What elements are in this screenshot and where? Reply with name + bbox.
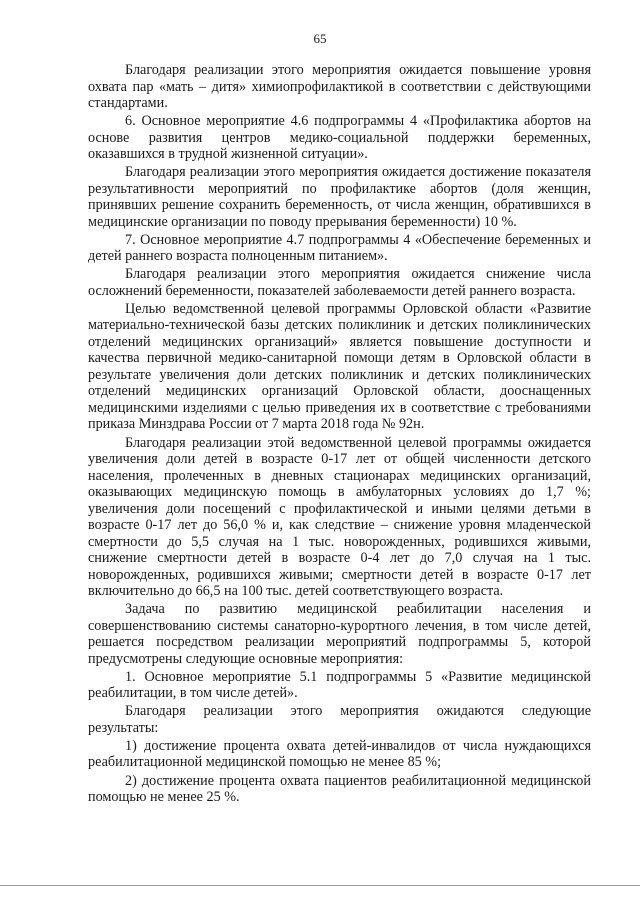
- paragraph: Благодаря реализации этого мероприятия ожидается повышение уровня охвата пар «мать – дитя» химиопрофилактикой в соответствии с действующими стандартами.: [88, 62, 591, 111]
- paragraph: Благодаря реализации этого мероприятия ожидаются следующие результаты:: [88, 703, 591, 736]
- paragraph: 6. Основное мероприятие 4.6 подпрограммы 4 «Профилактика абортов на основе развития центров медико-социальной поддержки беременных, оказавшихся в трудной жизненной ситуации».: [88, 113, 591, 163]
- page-edge-line: [0, 885, 640, 886]
- paragraph: Благодаря реализации этого мероприятия ожидается снижение числа осложнений беременности, показателей заболеваемости детей раннего возраста.: [88, 266, 591, 299]
- page-number: 65: [313, 31, 327, 46]
- paragraph: Благодаря реализации этой ведомственной целевой программы ожидается увеличения доли детей в возрасте 0-17 лет от общей численности детского населения, пролеченных в дневных стационарах медицинских организаций, оказывающих медицинскую помощь в амбулаторных условиях до 1,7 %; увеличения доли посещений с профилактической и иными целями детьми в возрасте 0-17 лет до 56,0 % и, как следствие – снижение уровня младенческой смертности до 5,5 случая на 1 тыс. новорожденных, родившихся живыми, снижение смертности детей в возрасте 0-4 лет до 7,0 случая на 1 тыс. новорожденных, родившихся живыми; смертности детей в возрасте 0-17 лет включительно до 66,5 на 100 тыс. детей соответствующего возраста.: [88, 434, 591, 600]
- document-body: [88, 62, 591, 807]
- paragraph: 7. Основное мероприятие 4.7 подпрограммы 4 «Обеспечение беременных и детей раннего возраста полноценным питанием».: [88, 231, 591, 265]
- paragraph: Благодаря реализации этого мероприятия ожидается достижение показателя результативности мероприятий по профилактике абортов (доля женщин, принявших решение сохранить беременность, от числа женщин, обратившихся в медицинские организации по поводу прерывания беременности) 10 %.: [88, 164, 591, 230]
- paragraph: Целью ведомственной целевой программы Орловской области «Развитие материально-технической базы детских поликлиник и детских поликлинических отделений медицинских организаций» является повышение доступности и качества первичной медико-санитарной помощи детям в Орловской области в результате увеличения доли детских поликлиник и детских поликлинических отделений медицинских организаций Орловской области, дооснащенных медицинскими изделиями с целью приведения их в соответствие с требованиями приказа Минздрава России от 7 марта 2018 года № 92н.: [88, 300, 591, 433]
- paragraph: 1) достижение процента охвата детей-инвалидов от числа нуждающихся реабилитационной медицинской помощью не менее 85 %;: [88, 737, 591, 771]
- paragraph: Задача по развитию медицинской реабилитации населения и совершенствованию системы санаторно-курортного лечения, в том числе детей, решается посредством реализации мероприятий подпрограммы 5, которой предусмотрены следующие основные мероприятия:: [88, 601, 591, 667]
- paragraph: 2) достижение процента охвата пациентов реабилитационной медицинской помощью не менее 25 %.: [88, 772, 591, 806]
- paragraph: 1. Основное мероприятие 5.1 подпрограммы 5 «Развитие медицинской реабилитации, в том числе детей».: [88, 668, 591, 702]
